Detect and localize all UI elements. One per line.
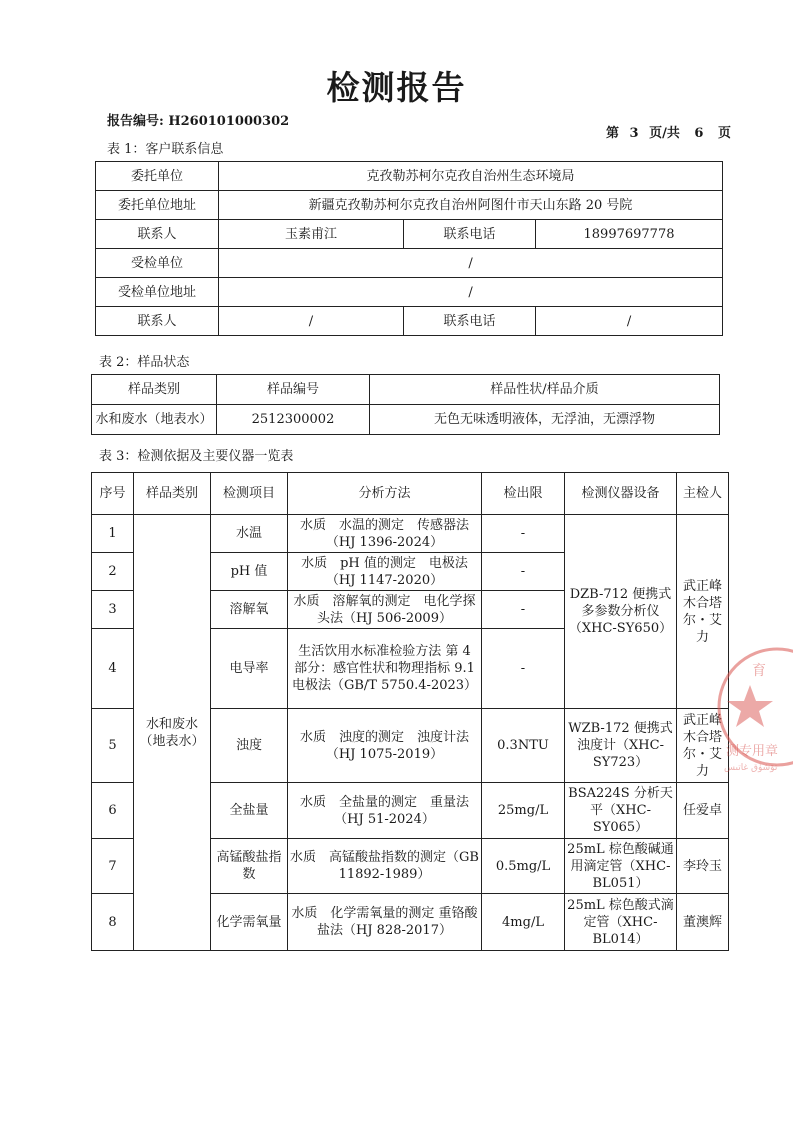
table-header-cell: 样品编号 xyxy=(217,375,370,405)
method-instrument-table xyxy=(91,472,729,951)
analysis-method: 水质 pH 值的测定 电极法（HJ 1147-2020） xyxy=(288,553,482,591)
seal-ring xyxy=(719,649,793,765)
instrument: BSA224S 分析天平（XHC-SY065） xyxy=(565,783,677,839)
page-middle: 页/共 xyxy=(649,126,680,141)
table2-caption: 表 2：样品状态 xyxy=(99,355,190,370)
detection-limit: - xyxy=(482,591,565,629)
test-item: 电导率 xyxy=(211,629,288,709)
table-cell-value: / xyxy=(219,307,404,336)
analysis-method: 水质 高锰酸盐指数的测定（GB 11892-1989） xyxy=(288,839,482,894)
analysis-method: 水质 化学需氧量的测定 重铬酸盐法（HJ 828-2017） xyxy=(288,894,482,951)
detection-limit: 0.3NTU xyxy=(482,709,565,783)
table-cell-label: 联系电话 xyxy=(404,307,536,336)
row-number: 6 xyxy=(92,783,134,839)
table-cell-value: / xyxy=(536,307,723,336)
table-cell-label: 受检单位 xyxy=(96,249,219,278)
table-header-cell: 样品性状/样品介质 xyxy=(370,375,720,405)
table-cell: 无色无味透明液体，无浮油，无漂浮物 xyxy=(370,405,720,435)
table-header-cell: 主检人 xyxy=(677,473,729,515)
report-number xyxy=(107,110,289,129)
inspector: 武正峰 木合塔尔・艾力 xyxy=(677,515,729,709)
table3-caption: 表 3：检测依据及主要仪器一览表 xyxy=(99,449,294,464)
table-header-cell: 检测项目 xyxy=(211,473,288,515)
row-number: 8 xyxy=(92,894,134,951)
test-item: 化学需氧量 xyxy=(211,894,288,951)
inspector: 任爱卓 xyxy=(677,783,729,839)
table-cell-value: / xyxy=(219,249,723,278)
detection-limit: 4mg/L xyxy=(482,894,565,951)
page-current: 3 xyxy=(629,126,639,141)
table-cell-value: / xyxy=(219,278,723,307)
row-number: 5 xyxy=(92,709,134,783)
table-header-cell: 样品类别 xyxy=(134,473,211,515)
seal-text-bottom: تۆشۈق غاتىس xyxy=(724,763,778,773)
sample-category: 水和废水（地表水） xyxy=(134,515,211,951)
table-cell-value: 克孜勒苏柯尔克孜自治州生态环境局 xyxy=(219,162,723,191)
row-number: 1 xyxy=(92,515,134,553)
test-item: 水温 xyxy=(211,515,288,553)
row-number: 4 xyxy=(92,629,134,709)
test-item: 全盐量 xyxy=(211,783,288,839)
detection-limit: - xyxy=(482,553,565,591)
table-row xyxy=(96,249,723,278)
page-total: 6 xyxy=(694,126,704,141)
table-row xyxy=(96,307,723,336)
table-cell-label: 委托单位 xyxy=(96,162,219,191)
test-item: 浊度 xyxy=(211,709,288,783)
table1-caption: 表 1：客户联系信息 xyxy=(107,142,224,157)
table-cell-label: 联系人 xyxy=(96,307,219,336)
instrument: 25mL 棕色酸式滴定管（XHC-BL014） xyxy=(565,894,677,951)
table-cell-value: 玉素甫江 xyxy=(219,220,404,249)
report-number-value: H260101000302 xyxy=(168,114,290,129)
detection-limit: - xyxy=(482,515,565,553)
table-row xyxy=(92,515,729,553)
page-prefix: 第 xyxy=(606,126,620,141)
detection-limit: 25mg/L xyxy=(482,783,565,839)
seal-text-top: 育 xyxy=(752,663,766,679)
seal-text-side: 测专用章 xyxy=(726,744,779,759)
instrument: 25mL 棕色酸碱通用滴定管（XHC-BL051） xyxy=(565,839,677,894)
table-header-row xyxy=(92,375,720,405)
table-row xyxy=(92,405,720,435)
analysis-method: 水质 浊度的测定 浊度计法（HJ 1075-2019） xyxy=(288,709,482,783)
table-cell-label: 委托单位地址 xyxy=(96,191,219,220)
table-header-cell: 检测仪器设备 xyxy=(565,473,677,515)
table-cell-value: 18997697778 xyxy=(536,220,723,249)
report-number-label: 报告编号: xyxy=(107,114,164,129)
report-title: 检测报告 xyxy=(326,68,467,107)
table-header-row xyxy=(92,473,729,515)
analysis-method: 水质 水温的测定 传感器法（HJ 1396-2024） xyxy=(288,515,482,553)
table-header-cell: 样品类别 xyxy=(92,375,217,405)
table-header-cell: 分析方法 xyxy=(288,473,482,515)
table-header-cell: 检出限 xyxy=(482,473,565,515)
analysis-method: 水质 溶解氧的测定 电化学探头法（HJ 506-2009） xyxy=(288,591,482,629)
row-number: 2 xyxy=(92,553,134,591)
sample-status-table xyxy=(91,374,720,435)
inspector: 武正峰 木合塔尔・艾力 xyxy=(677,709,729,783)
row-number: 3 xyxy=(92,591,134,629)
instrument: DZB-712 便携式多参数分析仪（XHC-SY650） xyxy=(565,515,677,709)
page-indicator xyxy=(606,122,731,141)
instrument: WZB-172 便携式浊度计（XHC-SY723） xyxy=(565,709,677,783)
table-row xyxy=(96,191,723,220)
detection-limit: 0.5mg/L xyxy=(482,839,565,894)
table-cell-label: 受检单位地址 xyxy=(96,278,219,307)
client-info-table xyxy=(95,161,723,336)
table-row xyxy=(96,220,723,249)
table-cell: 2512300002 xyxy=(217,405,370,435)
row-number: 7 xyxy=(92,839,134,894)
table-cell-label: 联系电话 xyxy=(404,220,536,249)
table-cell-label: 联系人 xyxy=(96,220,219,249)
test-item: 高锰酸盐指数 xyxy=(211,839,288,894)
detection-limit: - xyxy=(482,629,565,709)
seal-star-icon xyxy=(727,685,773,727)
inspector: 董澳辉 xyxy=(677,894,729,951)
table-row xyxy=(96,278,723,307)
table-cell-value: 新疆克孜勒苏柯尔克孜自治州阿图什市天山东路 20 号院 xyxy=(219,191,723,220)
table-cell: 水和废水（地表水） xyxy=(92,405,217,435)
analysis-method: 水质 全盐量的测定 重量法（HJ 51-2024） xyxy=(288,783,482,839)
table-header-cell: 序号 xyxy=(92,473,134,515)
test-item: pH 值 xyxy=(211,553,288,591)
page-suffix: 页 xyxy=(717,126,731,141)
table-row xyxy=(96,162,723,191)
analysis-method: 生活饮用水标准检验方法 第 4 部分：感官性状和物理指标 9.1 电极法（GB/T 5750.4-2023） xyxy=(288,629,482,709)
inspector: 李玲玉 xyxy=(677,839,729,894)
test-item: 溶解氧 xyxy=(211,591,288,629)
